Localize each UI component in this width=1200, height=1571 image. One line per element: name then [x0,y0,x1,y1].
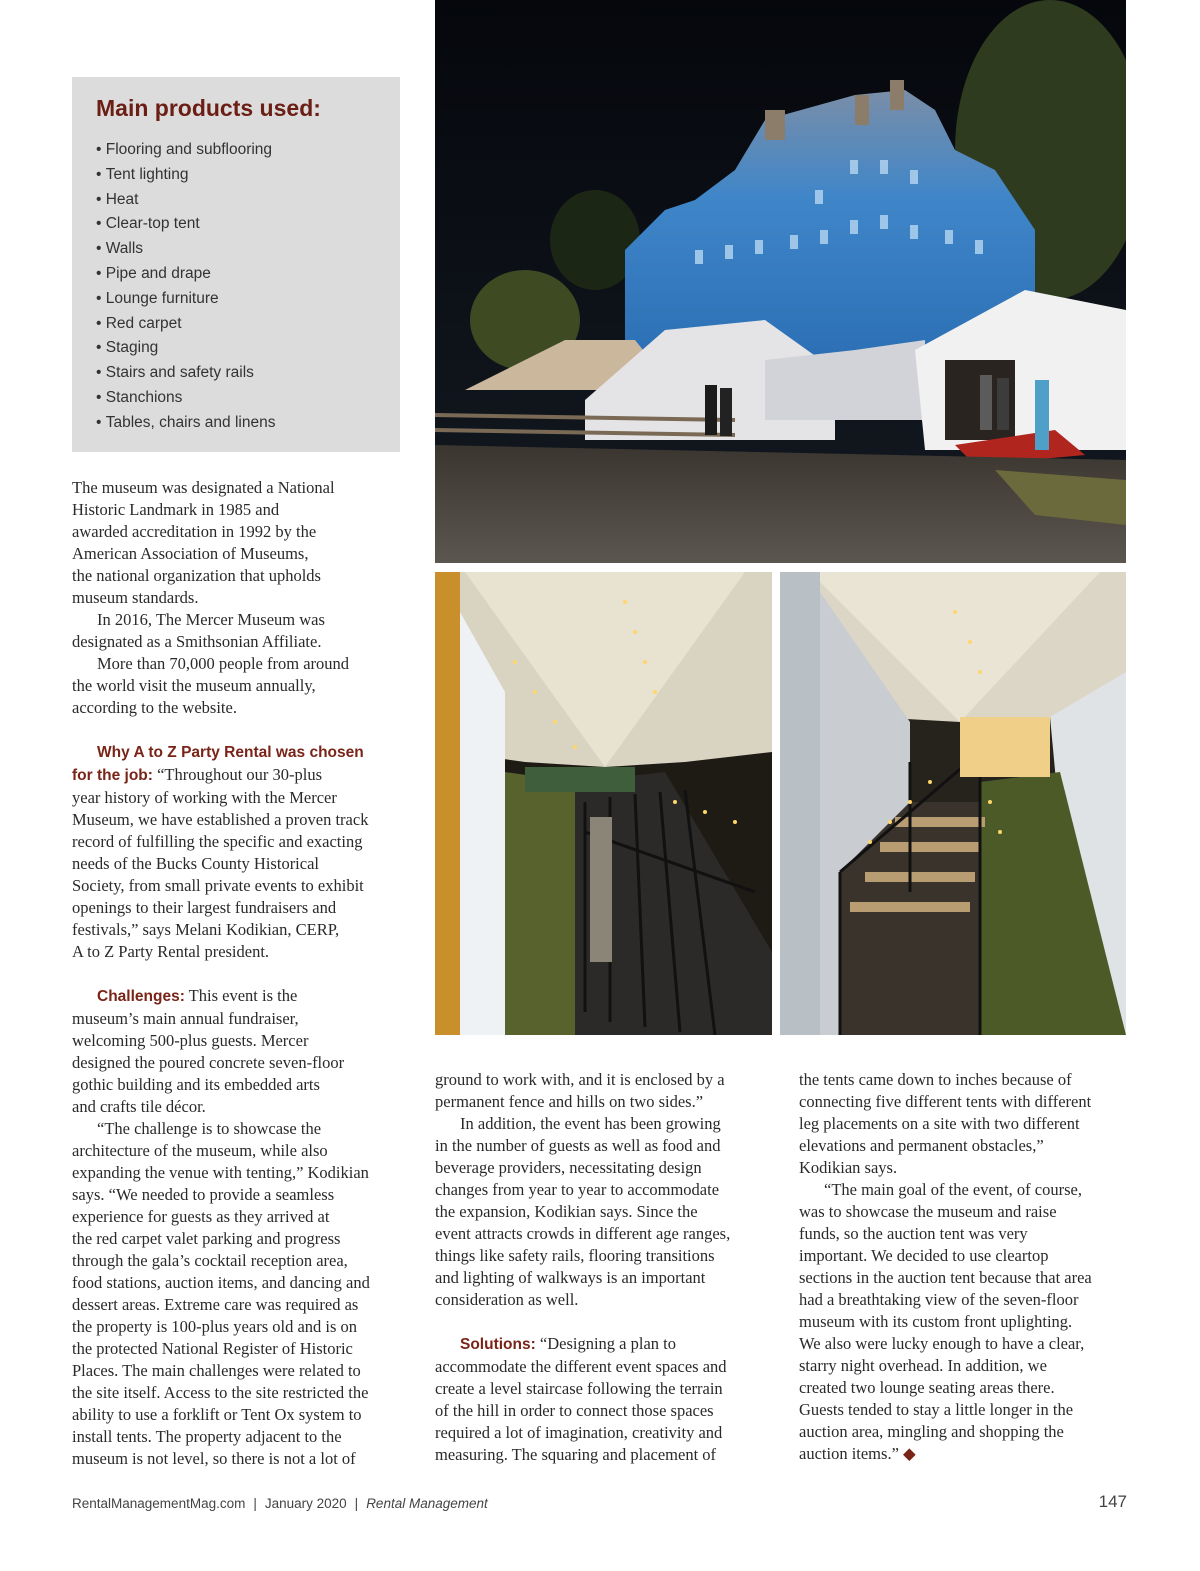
why-chosen-heading: Why A to Z Party Rental was chosen [97,744,364,761]
text-line [72,764,402,787]
text-line: important. We decided to use cleartop [799,1246,1049,1265]
solutions-heading: Solutions: [460,1336,536,1353]
text-line: experience for guests as they arrived at [72,1207,330,1226]
main-products-title: Main products used: [96,95,321,121]
list-item: • Pipe and drape [96,262,400,287]
text-line: the expansion, Kodikian says. Since the [435,1202,698,1221]
text-line: More than 70,000 people from around [97,654,350,673]
main-products-box [72,77,400,452]
text-line: the property is 100-plus years old and is on [72,1317,358,1336]
text-line: create a level staircase following the terrain [435,1379,723,1398]
page-footer [72,1496,488,1511]
tent-staircase-photo [780,572,1126,1035]
list-item: • Stanchions [96,386,400,411]
text-line: the protected National Register of Historic [72,1339,353,1358]
text-line: openings to their largest fundraisers and [72,898,337,917]
text-line: funds, so the auction tent was very [799,1224,1028,1243]
text-line: awarded accreditation in 1992 by the [72,522,317,541]
text-line: of the hill in order to connect those spaces [435,1401,714,1420]
text-line: permanent fence and hills on two sides.” [435,1092,704,1111]
text-line: designed the poured concrete seven-floor [72,1053,345,1072]
text-line: “The main goal of the event, of course, [824,1180,1082,1199]
text-line: dessert areas. Extreme care was required as [72,1295,359,1314]
challenges-text: This event is the [184,986,298,1005]
text-line: beverage providers, necessitating design [435,1158,702,1177]
text-line: and lighting of walkways is an important [435,1268,706,1287]
footer-separator: | [253,1496,257,1511]
text-line: elevations and permanent obstacles,” [799,1136,1044,1155]
text-line: created two lounge seating areas there. [799,1378,1055,1397]
text-line: the red carpet valet parking and progress [72,1229,341,1248]
text-line: event attracts crowds in different age ranges, [435,1224,731,1243]
text-line: year history of working with the Mercer [72,788,337,807]
page-number: 147 [1098,1492,1127,1511]
text-line: according to the website. [72,698,237,717]
text-line: the site itself. Access to the site restricted the [72,1383,369,1402]
text-line: designated as a Smithsonian Affiliate. [72,632,322,651]
text-line: American Association of Museums, [72,544,309,563]
article-column-1 [72,477,402,1470]
text-line: In addition, the event has been growing [460,1114,721,1133]
why-chosen-text: “Throughout our 30-plus [152,765,323,784]
end-mark-icon: ◆ [903,1444,916,1463]
text-line: museum is not level, so there is not a lot of [72,1449,356,1468]
text-line: says. “We needed to provide a seamless [72,1185,335,1204]
list-item: • Stairs and safety rails [96,361,400,386]
text-line: required a lot of imagination, creativity and [435,1423,723,1442]
list-item: • Clear-top tent [96,212,400,237]
museum-night-photo [435,0,1126,563]
text-line: architecture of the museum, while also [72,1141,328,1160]
tent-walkway-photo [435,572,772,1035]
text-line: sections in the auction tent because that area [799,1268,1092,1287]
list-item: • Tables, chairs and linens [96,411,400,436]
text-line: accommodate the different event spaces and [435,1357,727,1376]
text-line: ground to work with, and it is enclosed by a [435,1070,725,1089]
text-line: food stations, auction items, and dancing and [72,1273,370,1292]
text-line: through the gala’s cocktail reception area, [72,1251,348,1270]
text-line: In 2016, The Mercer Museum was [97,610,325,629]
text-line: Museum, we have established a proven track [72,810,369,829]
text-line: Society, from small private events to exhibit [72,876,364,895]
text-line: was to showcase the museum and raise [799,1202,1057,1221]
text-line: auction area, mingling and shopping the [799,1422,1064,1441]
text-line: in the number of guests as well as food and [435,1136,721,1155]
text-line: museum’s main annual fundraiser, [72,1009,299,1028]
footer-site: RentalManagementMag.com [72,1496,246,1511]
text-line: A to Z Party Rental president. [72,942,270,961]
text-line: the world visit the museum annually, [72,676,316,695]
list-item: • Staging [96,336,400,361]
text-line: museum standards. [72,588,199,607]
text-line [72,985,402,1008]
text-line: needs of the Bucks County Historical [72,854,320,873]
text-line: expanding the venue with tenting,” Kodikian [72,1163,369,1182]
text-line [435,1333,770,1356]
text-line: welcoming 500-plus guests. Mercer [72,1031,309,1050]
text-line: the tents came down to inches because of [799,1070,1072,1089]
list-item: • Heat [96,188,400,213]
text-line [799,1443,1129,1465]
list-item: • Flooring and subflooring [96,138,400,163]
text-line: The museum was designated a National [72,478,335,497]
text-line: connecting five different tents with different [799,1092,1092,1111]
list-item: • Tent lighting [96,163,400,188]
challenges-heading: Challenges: [97,988,185,1005]
text-line: measuring. The squaring and placement of [435,1445,717,1464]
article-column-2 [435,1069,770,1466]
text-line: things like safety rails, flooring transitions [435,1246,715,1265]
text-line: Guests tended to stay a little longer in the [799,1400,1074,1419]
list-item: • Red carpet [96,312,400,337]
text-line: Places. The main challenges were related to [72,1361,361,1380]
text-line: had a breathtaking view of the seven-floor [799,1290,1079,1309]
text-line: festivals,” says Melani Kodikian, CERP, [72,920,340,939]
why-chosen-heading-cont: for the job: [72,767,153,784]
main-products-list [96,138,400,436]
text-line: the national organization that upholds [72,566,321,585]
text-line: changes from year to year to accommodate [435,1180,720,1199]
text-line: consideration as well. [435,1290,579,1309]
footer-separator: | [354,1496,359,1511]
text-line: We also were lucky enough to have a clear, [799,1334,1085,1353]
text-line: Historic Landmark in 1985 and [72,500,280,519]
text-line: museum with its custom front uplighting. [799,1312,1073,1331]
text-line: gothic building and its embedded arts [72,1075,320,1094]
text-line: starry night overhead. In addition, we [799,1356,1047,1375]
article-column-3 [799,1069,1129,1465]
text-line: Kodikian says. [799,1158,898,1177]
text-line [72,741,402,764]
text-line: ability to use a forklift or Tent Ox system to [72,1405,362,1424]
footer-magazine: Rental Management [366,1496,488,1511]
final-text: auction items.” [799,1444,899,1463]
text-line: leg placements on a site with two different [799,1114,1080,1133]
text-line: install tents. The property adjacent to the [72,1427,342,1446]
list-item: • Lounge furniture [96,287,400,312]
text-line: and crafts tile décor. [72,1097,206,1116]
text-line: record of fulfilling the specific and exacting [72,832,363,851]
text-line: “The challenge is to showcase the [97,1119,322,1138]
footer-date: January 2020 [264,1496,347,1511]
solutions-text: “Designing a plan to [535,1334,676,1353]
list-item: • Walls [96,237,400,262]
